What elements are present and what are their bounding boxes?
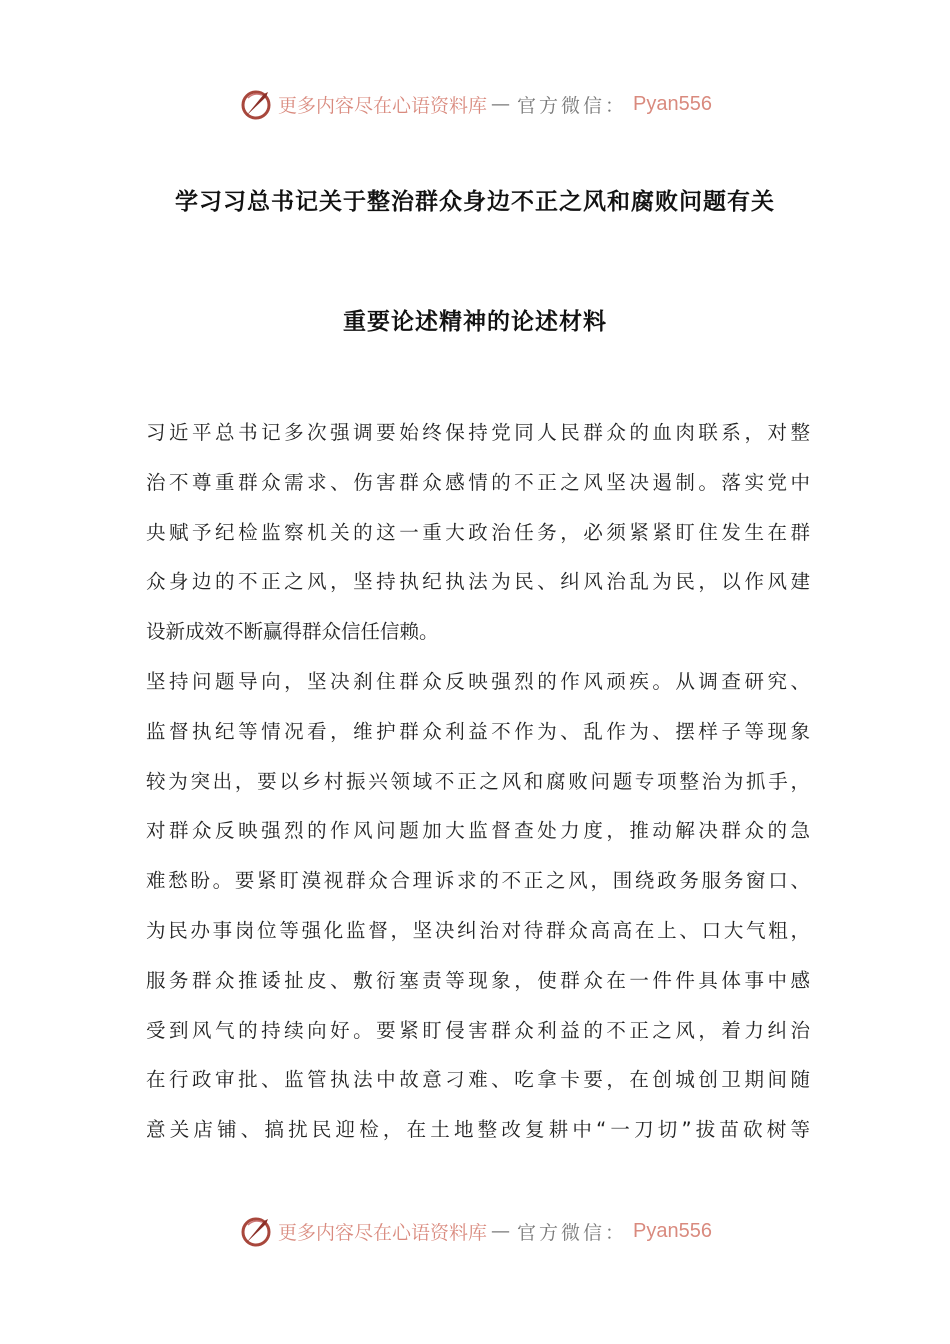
watermark-wechat-id: Pyan556 [633, 92, 712, 115]
paragraph-1 [146, 418, 810, 667]
document-body [146, 418, 810, 1165]
text-line: 治不尊重群众需求、伤害群众感情的不正之风坚决遏制。落实党中 [146, 470, 810, 494]
text-line: 习近平总书记多次强调要始终保持党同人民群众的血肉联系，对整 [146, 421, 810, 444]
text-line: 监督执纪等情况看，维护群众利益不作为、乱作为、摆样子等现象 [146, 719, 810, 743]
watermark-wechat-label: 官方微信： [517, 1221, 628, 1244]
footer-watermark [0, 1211, 950, 1251]
watermark-dash: — [491, 93, 514, 115]
text-line: 设新成效不断赢得群众信任信赖。 [146, 620, 439, 644]
text-line: 意关店铺、搞扰民迎检，在土地整改复耕中“一刀切”拔苗砍树等 [146, 1118, 810, 1142]
text-line: 难愁盼。要紧盯漠视群众合理诉求的不正之风，围绕政务服务窗口、 [146, 869, 810, 893]
header-watermark [0, 84, 950, 124]
document-title-line-2: 重要论述精神的论述材料 [343, 309, 607, 335]
paragraph-2 [146, 667, 810, 1165]
text-line: 对群众反映强烈的作风问题加大监督查处力度，推动解决群众的急 [146, 819, 810, 843]
text-line: 服务群众推诿扯皮、敷衍塞责等现象，使群众在一件件具体事中感 [146, 968, 810, 992]
text-line: 坚持问题导向，坚决刹住群众反映强烈的作风顽疾。从调查研究、 [146, 669, 810, 693]
watermark-brand: 更多内容尽在心语资料库 [278, 1221, 488, 1244]
text-line: 众身边的不正之风，坚持执纪执法为民、纠风治乱为民，以作风建 [146, 570, 810, 594]
document-title-line-1: 学习习总书记关于整治群众身边不正之风和腐败问题有关 [175, 189, 775, 215]
watermark-brand: 更多内容尽在心语资料库 [278, 94, 488, 117]
watermark-wechat-id: Pyan556 [633, 1219, 712, 1242]
text-line: 为民办事岗位等强化监督，坚决纠治对待群众高高在上、口大气粗， [146, 918, 810, 942]
quill-logo-icon [238, 1213, 274, 1249]
text-line: 较为突出，要以乡村振兴领域不正之风和腐败问题专项整治为抓手， [146, 769, 810, 793]
text-line: 受到风气的持续向好。要紧盯侵害群众利益的不正之风，着力纠治 [146, 1018, 810, 1042]
watermark-dash: — [491, 1220, 514, 1242]
text-line: 在行政审批、监管执法中故意刁难、吃拿卡要，在创城创卫期间随 [146, 1068, 810, 1092]
text-line: 央赋予纪检监察机关的这一重大政治任务，必须紧紧盯住发生在群 [146, 520, 810, 544]
watermark-wechat-label: 官方微信： [517, 94, 628, 117]
quill-logo-icon [238, 86, 274, 122]
